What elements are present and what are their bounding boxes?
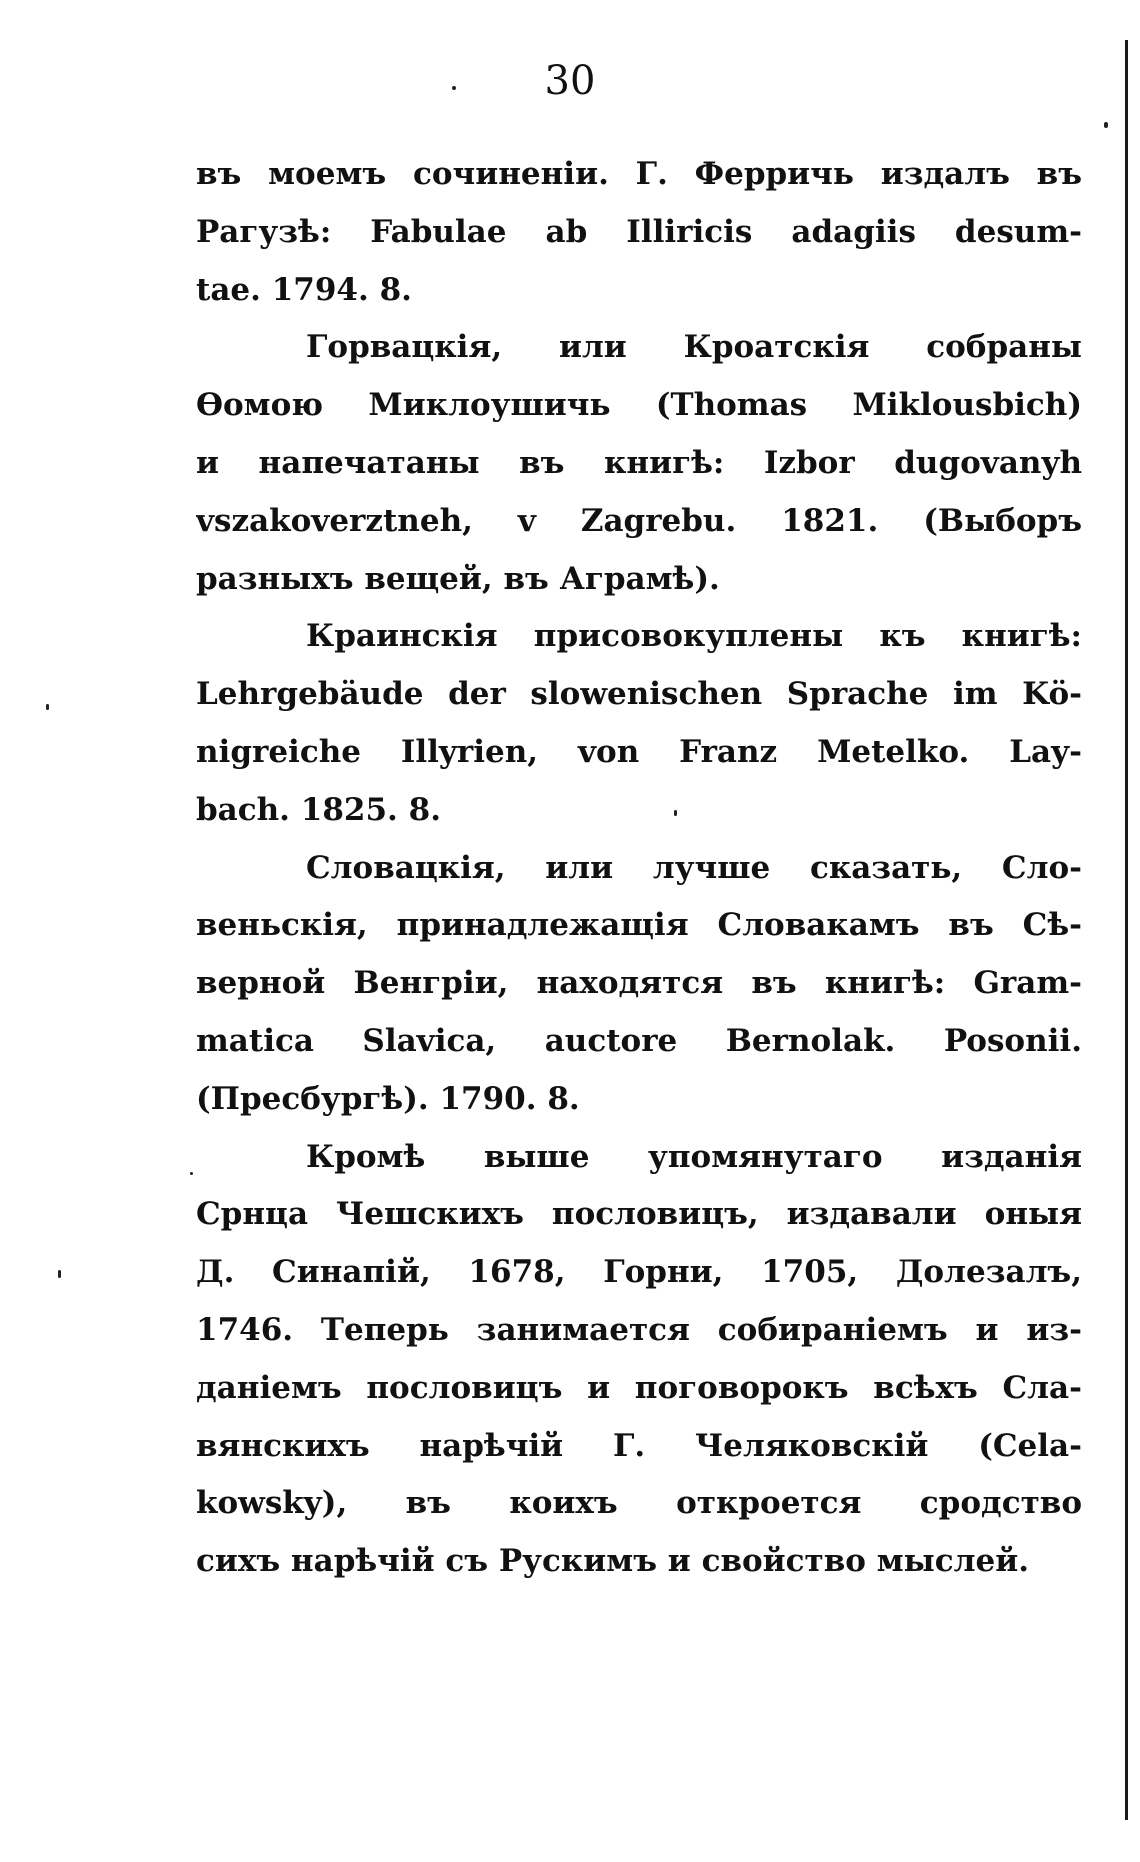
scan-speck: [46, 704, 49, 710]
text-line: въ моемъ сочиненіи. Г. Ферричь издалъ въ: [196, 156, 1082, 192]
scan-speck: [674, 810, 677, 816]
text-line: (Пресбургѣ). 1790. 8.: [196, 1080, 580, 1117]
text-line: Lehrgebäude der slowenischen Sprache im Kö-: [196, 676, 1082, 713]
text-line: Краинскія присовокуплены къ книгѣ:: [306, 618, 1082, 655]
text-line: Кромѣ выше упомянутаго изданія: [306, 1138, 1082, 1175]
text-line: сихъ нарѣчій съ Рускимъ и свойство мыслей.: [196, 1543, 1029, 1580]
text-line: matica Slavica, auctore Bernolak. Posonii.: [196, 1022, 1082, 1059]
text-line: bach. 1825. 8.: [196, 791, 441, 828]
page-number: 30: [544, 58, 596, 104]
text-line: веньскія, принадлежащія Словакамъ въ Сѣ-: [196, 907, 1082, 944]
scan-speck: [58, 1270, 61, 1278]
text-line: разныхъ вещей, въ Аграмѣ).: [196, 560, 720, 597]
text-line: Срнца Чешскихъ пословицъ, издавали оныя: [196, 1196, 1082, 1233]
text-line: и напечатаны въ книгѣ: Izbor dugovanyh: [196, 444, 1082, 481]
text-line: Словацкія, или лучше сказать, Сло-: [306, 849, 1082, 886]
text-line: Д. Синапій, 1678, Горни, 1705, Долезалъ,: [196, 1254, 1082, 1291]
text-line: верной Венгріи, находятся въ книгѣ: Gram-: [196, 965, 1082, 1002]
text-line: vszakoverztneh, v Zagrebu. 1821. (Выборъ: [196, 502, 1082, 539]
scan-speck: [1104, 122, 1108, 128]
body-text: [196, 146, 1082, 1591]
text-line: tae. 1794. 8.: [196, 271, 412, 308]
text-line: Рагузѣ: Fabulae ab Illiricis adagiis desum-: [196, 213, 1082, 250]
text-line: даніемъ пословицъ и поговорокъ всѣхъ Сла-: [196, 1369, 1082, 1406]
text-line: Ѳомою Миклоушичь (Thomas Miklousbich): [196, 387, 1082, 424]
text-line: 1746. Теперь занимается собираніемъ и из-: [196, 1311, 1082, 1348]
text-line: kowsky), въ коихъ откроется сродство: [196, 1485, 1082, 1522]
text-line: nigreiche Illyrien, von Franz Metelko. Lay-: [196, 733, 1082, 770]
page-edge-line: [1125, 40, 1128, 1820]
text-line: Горвацкія, или Кроатскія собраны: [306, 329, 1082, 366]
scan-speck: [190, 1172, 193, 1175]
scan-speck: [452, 86, 456, 90]
text-line: вянскихъ нарѣчій Г. Челяковскій (Cela-: [196, 1427, 1082, 1464]
